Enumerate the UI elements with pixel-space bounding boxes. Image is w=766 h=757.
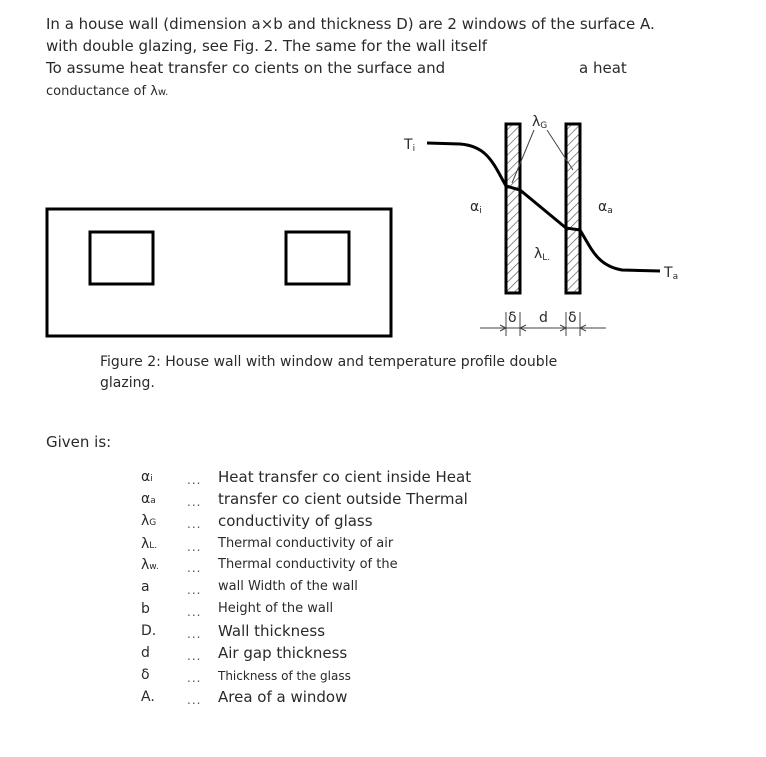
given-dots: ... (187, 693, 202, 707)
given-desc-d-upper: Wall thickness (218, 622, 326, 640)
given-symbol-d-lower: d (141, 645, 150, 661)
given-dots: ... (187, 540, 202, 554)
given-dots: ... (187, 671, 202, 685)
given-symbol-lambda-g: λG (141, 513, 157, 529)
given-symbol-alpha-i: αi (141, 469, 153, 485)
caption-line-2: glazing. (100, 375, 155, 391)
given-dots: ... (187, 583, 202, 597)
label-t-i: Ti (404, 137, 416, 154)
given-symbol-lambda-w: λw. (141, 557, 159, 573)
given-desc-d-lower: Air gap thickness (218, 644, 348, 662)
label-delta-2: δ (568, 310, 577, 326)
given-symbol-a: a (141, 579, 150, 595)
given-desc-lambda-w: Thermal conductivity of the (218, 557, 398, 572)
given-symbol-d-upper: D. (141, 623, 157, 639)
window-right (286, 232, 349, 284)
glass-pane-left (506, 124, 520, 293)
given-symbol-lambda-l: λL. (141, 536, 158, 552)
label-lambda-g: λG (532, 114, 548, 131)
intro-line-3-right: a heat (579, 59, 627, 77)
given-symbol-delta: δ (141, 667, 150, 683)
given-heading: Given is: (46, 433, 112, 451)
given-desc-b: Height of the wall (218, 601, 334, 616)
given-desc-alpha-a: transfer co cient outside Thermal (218, 490, 468, 508)
house-wall-outline (47, 209, 391, 336)
given-dots: ... (187, 473, 202, 487)
temperature-profile (427, 143, 660, 271)
intro-line-4-text: conductance of λ (46, 84, 158, 99)
given-desc-alpha-i: Heat transfer co cient inside Heat (218, 468, 472, 486)
given-dots: ... (187, 649, 202, 663)
given-desc-lambda-g: conductivity of glass (218, 512, 373, 530)
window-left (90, 232, 153, 284)
given-desc-a-upper: Area of a window (218, 688, 348, 706)
label-alpha-i: αi (470, 199, 482, 216)
given-dots: ... (187, 627, 202, 641)
intro-line-3: To assume heat transfer co cients on the surface and (46, 59, 446, 77)
given-symbol-a-upper: A. (141, 689, 155, 705)
given-desc-lambda-l: Thermal conductivity of air (218, 536, 394, 551)
given-symbol-alpha-a: αa (141, 491, 156, 507)
caption-line-1: Figure 2: House wall with window and temperature profile double (100, 354, 558, 370)
given-symbol-b: b (141, 601, 150, 617)
given-desc-delta: Thickness of the glass (218, 669, 351, 683)
label-delta-1: δ (508, 310, 517, 326)
intro-line-2: with double glazing, see Fig. 2. The same for the wall itself (46, 37, 488, 55)
given-desc-a: wall Width of the wall (218, 579, 358, 594)
glass-pane-right (566, 124, 580, 293)
given-dots: ... (187, 561, 202, 575)
figure-2 (0, 100, 766, 350)
label-t-a: Ta (664, 265, 679, 282)
label-lambda-l: λL. (534, 246, 551, 263)
intro-line-4-sub: w. (157, 87, 169, 98)
given-dots: ... (187, 517, 202, 531)
given-dots: ... (187, 495, 202, 509)
figure-caption (100, 352, 557, 394)
given-dots: ... (187, 605, 202, 619)
label-alpha-a: αa (598, 199, 613, 216)
intro-line-1: In a house wall (dimension a×b and thickness D) are 2 windows of the surface A. (46, 15, 655, 33)
label-d: d (539, 310, 548, 326)
